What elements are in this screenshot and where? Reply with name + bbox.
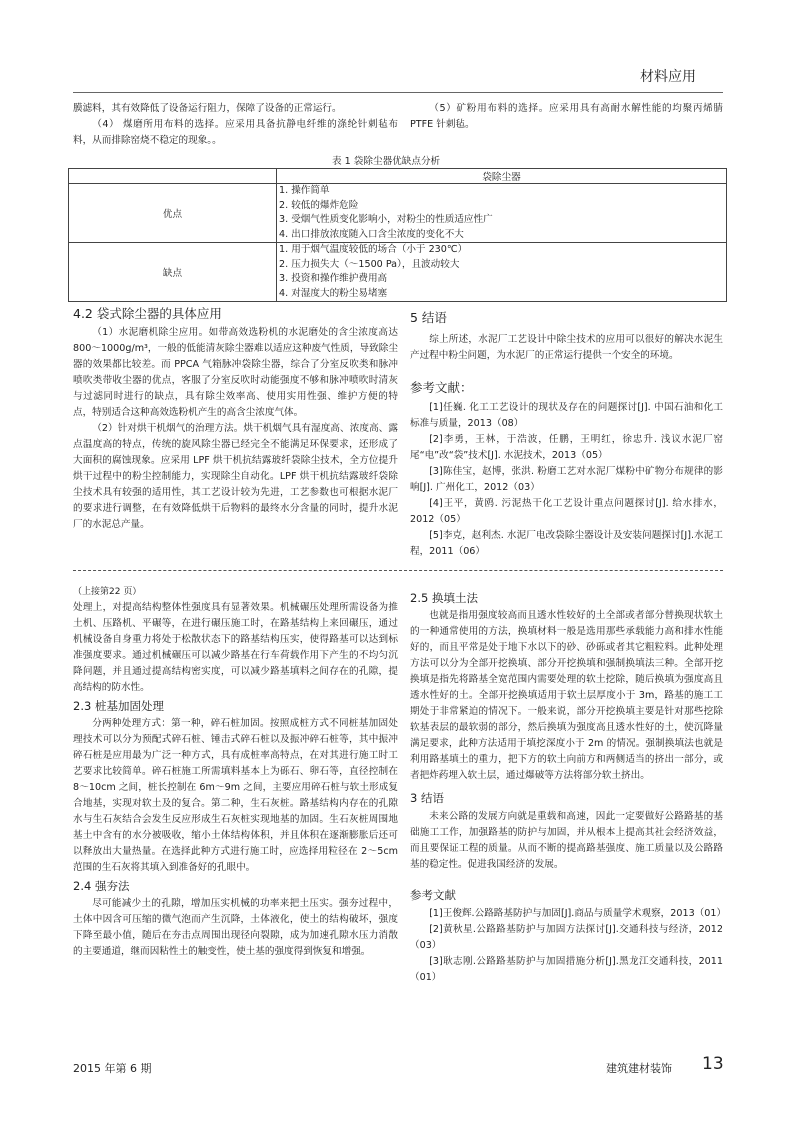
list-item: 2. 压力损失大（～1500 Pa），且波动较大 (279, 258, 460, 270)
paragraph: 未来公路的发展方向就是重载和高速，因此一定要做好公路路基的基础施工工作，加强路基的防护与加固，并从根本上提高其社会经济效益，而且要保证工程的质量。从而不断的提高路基强度、施工质量以及公路路基的稳定性。促进我国经济的发展。 (410, 811, 723, 870)
paragraph: 也就是指用强度较高而且透水性较好的土全部或者部分替换现状软土的一种通常使用的方法，换填材料一般是选用那些承载能力高和排水性能好的，而且平常是处于地下水以下的砂、砂砾或者其它粗粒料。此种处理方法可以分为全部开挖换填、部分开挖换填和强制换填法三种。全部开挖换填是指先将路基全宽范围内需要处理的软土挖除，随后换填为强度高且透水性好的土。全部开挖换填适用于软土层厚度小于 3m，路基的施工工期处于非常紧迫的情况下。一般来说，部分开挖换填主要是针对那些挖除软基表层的最软弱的部分，然后换填为强度高且透水性好的土，使沉降量满足要求，此种方法适用于填挖深度小于 2m 的情况。强制换填法也就是利用路基填土的重力，把下方的软土向前方和两侧适当的挤出一部分，或者把炸药埋入软土层，通过爆破等方法将部分软土挤出。 (410, 610, 723, 781)
section-heading: 2.3 桩基加固处理 (73, 699, 164, 713)
upper-left-column (73, 304, 398, 533)
row-items (277, 243, 727, 302)
section-heading: 3 结语 (410, 791, 444, 805)
paragraph: 膜滤料，其有效降低了设备运行阻力，保障了设备的正常运行。 (73, 103, 342, 114)
list-item: 2. 较低的爆炸危险 (279, 199, 359, 211)
row-label: 优点 (69, 184, 277, 243)
reference: [1]任巍. 化工工艺设计的现状及存在的问题探讨[J]. 中国石油和化工标准与质量，2013（08） (410, 402, 723, 429)
table-caption: 表 1 袋除尘器优缺点分析 (332, 156, 441, 167)
reference: [2]黄秋星.公路路基防护与加固方法探讨[J].交通科技与经济，2012（03） (410, 924, 723, 951)
reference: [4]王平，黄鸥. 污泥热干化工艺设计重点问题探讨[J]. 给水排水，2012（05） (410, 498, 723, 525)
advantages-table (68, 168, 727, 302)
reference: [2]李勇，王林，于浩波，任鹏，王明红，徐忠升. 浅议水泥厂窑尾“电”改“袋”技术[J]. 水泥技术，2013（05） (410, 434, 723, 461)
issue-label: 2015 年第 6 期 (73, 1062, 152, 1075)
table-row (69, 243, 727, 302)
page-number: 13 (702, 1054, 724, 1074)
paragraph: 尽可能减少土的孔隙，增加压实机械的功率来把土压实。强夯过程中，土体中因含可压缩的微气泡而产生沉降，土体液化，使土的结构破坏，强度下降至最小值，随后在夯击点周围出现径向裂隙，成为加速孔隙水压力消散的主要通道，继而因粘性土的触变性，使土基的强度得到恢复和增强。 (73, 898, 398, 957)
lower-left-column (73, 584, 398, 960)
references-heading: 参考文献： (410, 380, 473, 395)
list-item: 4. 出口排放浓度随入口含尘浓度的变化不大 (279, 228, 464, 240)
reference: [5]李克，赵利杰. 水泥厂电改袋除尘器设计及安装问题探讨[J].水泥工程，2011（06） (410, 530, 723, 557)
journal-name: 建筑建材装饰 (606, 1062, 672, 1075)
paragraph: （4） 煤磨所用布料的选择。应采用具备抗静电纤维的涤纶针刺毡布料，从而排除窑烧不稳定的现象。。 (73, 119, 398, 146)
table-column-header: 袋除尘器 (277, 169, 727, 184)
paragraph: 处理上，对提高结构整体性强度具有显著效果。机械碾压处理所需设备为推土机、压路机、平碾等，在进行碾压施工时，在路基结构上来回碾压，通过机械设备自身重力将处于松散状态下的路基结构压实，使得路基可以达到标准强度要求。通过机械碾压可以减少路基在行车荷载作用下产生的不均匀沉降问题，并且通过提高结构密实度，可以减少路基填料之间存在的孔隙，提高结构的防水性。 (73, 602, 398, 693)
section-heading: 2.5 换填土法 (410, 591, 478, 605)
top-right-text (410, 101, 723, 133)
header-rule (73, 92, 723, 93)
table-row (69, 184, 727, 243)
section-title: 材料应用 (640, 69, 696, 85)
list-item: 4. 对湿度大的粉尘易堵塞 (279, 287, 388, 299)
references-heading: 参考文献 (410, 888, 456, 902)
article-separator (73, 570, 723, 571)
section-heading: 5 结语 (410, 310, 447, 325)
list-item: 3. 投资和操作维护费用高 (279, 273, 388, 284)
lower-right-column (410, 590, 727, 986)
paragraph: （1）水泥磨机除尘应用。如带高效选粉机的水泥磨处的含尘浓度高达 800～1000g/m³，一般的低能清灰除尘器难以适应这种废气性质，导致除尘器的效果都比较差。而 PPCA 气箱脉冲袋除尘器，综合了分室反吹类和脉冲喷吹类带收尘器的优点，客服了分室反吹时动能强度不够和脉冲喷吹时清灰与过滤同时进行的缺点，具有除尘效率高、使用实用性强、维护方便的特点，特别适合这种高效选粉机产生的高含尘浓度气体。 (73, 327, 398, 418)
list-item: 3. 受烟气性质变化影响小，对粉尘的性质适应性广 (279, 214, 493, 225)
reference: [3]陈佳宝，赵博，张洪. 粉磨工艺对水泥厂煤粉中矿物分布规律的影响[J]. 广州化工，2012（03） (410, 466, 723, 493)
reference: [1]王俊辉.公路路基防护与加固[J].商品与质量学术观察，2013（01） (429, 908, 727, 919)
row-items (277, 184, 727, 243)
section-heading: 4.2 袋式除尘器的具体应用 (73, 306, 222, 321)
paragraph: 分两种处理方式：第一种，碎石桩加固。按照成桩方式不同桩基加固处理技术可以分为预配式碎石桩、锤击式碎石桩以及振冲碎石桩等，其中振冲碎石桩是应用最为广泛一种方式，具有成桩率高特点，在对其进行施工时工艺要求比较简单。碎石桩施工所需填料基本上为砾石、卵石等，直径控制在 8～10cm 之间，桩长控制在 6m～9m 之间，主要应用碎石桩与软土形成复合地基，实现对软土及的复合。第二种，生石灰桩。路基结构内存在的孔隙水与生石灰结合会发生反应形成生石灰桩实现地基的加固。生石灰桩周围地基土中含有的水分被吸收，缩小土体结构体积，并且体积在逐渐膨胀后还可以释放出大量热量。在选择此种方式进行施工时，应选择用粒径在 2～5cm 范围的生石灰将其填入到准备好的孔眼中。 (73, 718, 398, 873)
row-label: 缺点 (69, 243, 277, 302)
top-left-text (73, 101, 398, 149)
continued-note: （上接第22 页） (73, 587, 142, 597)
paragraph: （2）针对烘干机烟气的治理方法。烘干机烟气具有湿度高、浓度高、露点温度高的特点，传统的旋风除尘器已经完全不能满足环保要求，还形成了大面积的腐蚀现象。应采用 LPF 烘干机抗结露玻纤袋除尘技术，全方位提升烘干过程中的粉尘控制能力，实现除尘自动化。LPF 烘干机抗结露玻纤袋除尘技术具有较强的适用性，其工艺设计较为先进，工艺参数也可根据水泥厂的要求进行调整，在有效降低烘干后物料的最终水分含量的同时，提升水泥厂的水泥总产量。 (73, 423, 398, 530)
upper-right-column (410, 308, 723, 560)
table-corner (69, 169, 277, 184)
list-item: 1. 操作简单 (279, 185, 330, 196)
paragraph: （5）矿粉用布料的选择。应采用具有高耐水解性能的均聚丙烯腈 PTFE 针刺毡。 (410, 103, 723, 130)
paragraph: 综上所述，水泥厂工艺设计中除尘技术的应用可以很好的解决水泥生产过程中粉尘问题，为水泥厂的正常运行提供一个安全的环境。 (410, 334, 723, 361)
list-item: 1. 用于烟气温度较低的场合（小于 230℃） (279, 244, 468, 255)
reference: [3]耿志刚.公路路基防护与加固措施分析[J].黑龙江交通科技，2011（01） (410, 956, 723, 983)
section-heading: 2.4 强夯法 (73, 879, 130, 893)
